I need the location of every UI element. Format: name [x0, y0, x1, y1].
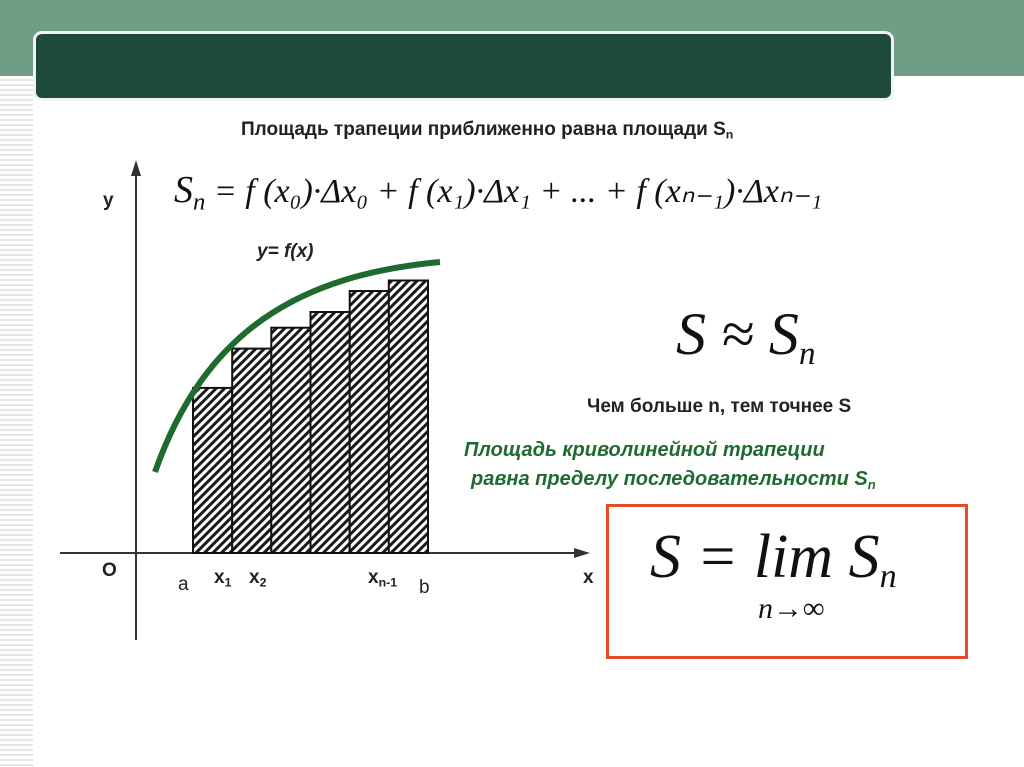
conclusion-line2: [471, 468, 876, 492]
riemann-bar-6: [389, 281, 428, 554]
note-more-n: Чем больше n, тем точнее S: [587, 396, 852, 417]
formula-rhs: = f (x₀)·Δx₀ + f (x₁)·Δx₁ + ... + f (xₙ₋₁)·Δxₙ₋₁: [205, 173, 823, 210]
approx-sub: n: [798, 335, 816, 372]
limit-formula: [650, 522, 897, 596]
conclusion-line1: Площадь криволинейной трапеции: [464, 439, 825, 461]
riemann-bar-4: [311, 312, 350, 553]
tick-x1-main: x: [214, 567, 225, 588]
conclusion-line2-text: равна пределу последовательности S: [471, 468, 868, 490]
formula-lhs: S: [174, 169, 193, 211]
slide-heading-text: Площадь трапеции приближенно равна площади S: [241, 119, 726, 140]
tick-x2: [249, 567, 266, 590]
tick-x1-sub: 1: [224, 575, 232, 590]
approx-lhs: S ≈ S: [676, 301, 799, 367]
conclusion-sub: n: [867, 476, 876, 492]
tick-b: b: [419, 577, 430, 598]
riemann-bars: [193, 281, 428, 554]
slide-heading-sub: n: [725, 127, 734, 142]
tick-xn-1-main: x: [368, 567, 379, 588]
tick-a: a: [178, 574, 189, 595]
limit-sub: n: [879, 558, 897, 596]
approx-formula: [676, 300, 815, 373]
tick-xn-1: [368, 567, 397, 590]
riemann-bar-3: [271, 328, 310, 553]
riemann-bar-5: [350, 291, 389, 553]
tick-x2-sub: 2: [259, 575, 267, 590]
x-axis-label: x: [583, 567, 594, 588]
riemann-bar-1: [193, 388, 232, 553]
riemann-bar-2: [232, 349, 271, 553]
limit-under: n→∞: [758, 592, 825, 625]
x-axis-arrow-icon: [574, 548, 590, 558]
limit-main: S = lim S: [650, 523, 880, 591]
y-axis-label: y: [103, 190, 114, 211]
y-axis-arrow-icon: [131, 160, 141, 176]
tick-x1: [214, 567, 231, 590]
origin-label: O: [102, 560, 117, 581]
tick-x2-main: x: [249, 567, 260, 588]
tick-xn-1-sub: n-1: [378, 575, 398, 590]
formula-lhs-sub: n: [193, 188, 206, 216]
function-label: y= f(x): [257, 241, 314, 262]
